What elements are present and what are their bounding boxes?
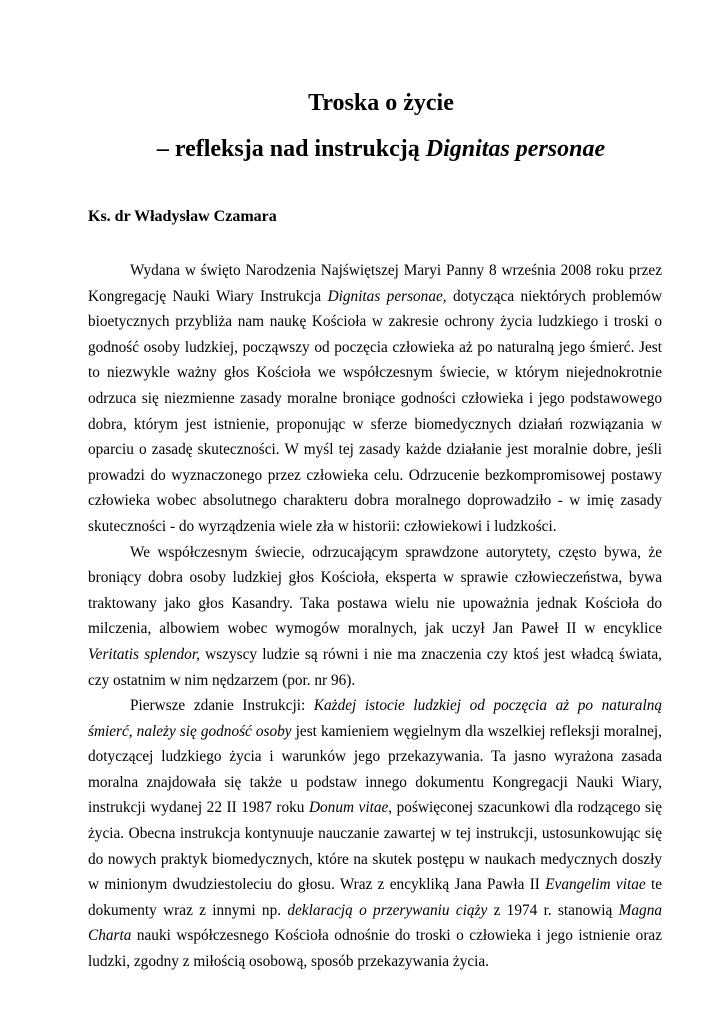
paragraph-2: [88, 540, 662, 694]
title-line-1: Troska o życie: [308, 90, 454, 116]
p3-italic-d: Donum vitae: [308, 799, 389, 817]
p3-text-c: jest kamieniem węgielnym dla wszelkiej refleksji moralnej, dotyczącej ludzkiego życia i warunków jego przekazywania. Ta jasno wyrażona zasada moralna znajdowała się także u podstaw innego dokumentu Kongregacji Nauki Wiary, instrukcji wydanej 22 II 1987 roku: [88, 722, 662, 817]
title-line-2-italic: Dignitas personae: [425, 136, 606, 162]
p3-italic-f: Evangelim vitae: [545, 876, 646, 894]
p2-italic-b: Veritatis splendor,: [88, 645, 200, 663]
p3-italic-b: Każdej istocie ludzkiej od poczęcia aż po naturalną śmierć, należy się godność osoby: [88, 697, 663, 740]
paragraph-1: [88, 258, 662, 540]
p1-text-c: dotycząca niektórych problemów bioetycznych przybliża nam naukę Kościoła w zakresie ochrony życia ludzkiego i troski o godność osoby ludzkiej, począwszy od poczęcia człowieka aż po naturalną jego śmierć. Jest to niezwykle ważny głos Kościoła we współczesnym świecie, w którym niejednokrotnie odrzuca się niezmienne zasady moralne broniące godności człowieka i jego podstawowego dobra, którym jest istnienie, proponując w sferze biomedycznych działań rozwiązania w oparciu o zasadę skuteczności. W myśl tej zasady każde działanie jest moralnie dobre, jeśli prowadzi do wyznaczonego przez człowieka celu. Odrzucenie bezkompromisowej postawy człowieka wobec absolutnego charakteru dobra moralnego doprowadziło - w imię zasady skuteczności - do wyrządzenia wiele zła w historii: człowiekowi i ludzkości.: [88, 287, 662, 535]
p3-text-e: , poświęconej szacunkowi dla rodzącego się życia. Obecna instrukcja kontynuuje nauczanie zawartej w tej instrukcji, ustosunkowując się do nowych praktyk biomedycznych, które na skutek postępu w naukach medycznych doszły w minionym dwudziestoleciu do głosu. Wraz z encykliką Jana Pawła II: [88, 799, 663, 894]
p3-text-g: te dokumenty wraz z innymi np.: [88, 876, 662, 919]
article-body: [88, 258, 662, 975]
p1-italic-b: Dignitas personae,: [327, 287, 447, 305]
p2-text-c: wszyscy ludzie są równi i nie ma znaczenia czy ktoś jest władcą świata, czy ostatnim w nim nędzarzem (por. nr 96).: [88, 645, 662, 689]
p3-text-k: nauki współczesnego Kościoła odnośnie do troski o człowieka i jego istnienie oraz ludzki, zgodny z miłością osobową, sposób przekazywania życia.: [88, 927, 662, 971]
p3-text-i: z 1974 r. stanowią: [487, 901, 619, 919]
p3-italic-j: Magna Charta: [88, 901, 662, 945]
title-line-2-prefix: – refleksja nad instrukcją: [156, 136, 426, 162]
author: Ks. dr Władysław Czamara: [88, 208, 277, 225]
p2-text-a: We współczesnym świecie, odrzucającym sprawdzone autorytety, często bywa, że broniący dobra osoby ludzkiej głos Kościoła, eksperta w sprawie człowieczeństwa, bywa traktowany jako głos Kasandry. Taka postawa wielu nie upoważnia jednak Kościoła do milczenia, albowiem wobec wymogów moralnych, jak uczył Jan Paweł II w encyklice: [88, 543, 662, 638]
p3-italic-h: deklaracją o przerywaniu ciąży: [287, 901, 488, 919]
paragraph-3: [88, 693, 662, 975]
title-line-2: [96, 134, 666, 164]
p1-text-a: Wydana w święto Narodzenia Najświętszej Maryi Panny 8 września 2008 roku przez Kongregację Nauki Wiary Instrukcja: [88, 262, 662, 305]
p3-text-a: Pierwsze zdanie Instrukcji:: [130, 697, 314, 715]
